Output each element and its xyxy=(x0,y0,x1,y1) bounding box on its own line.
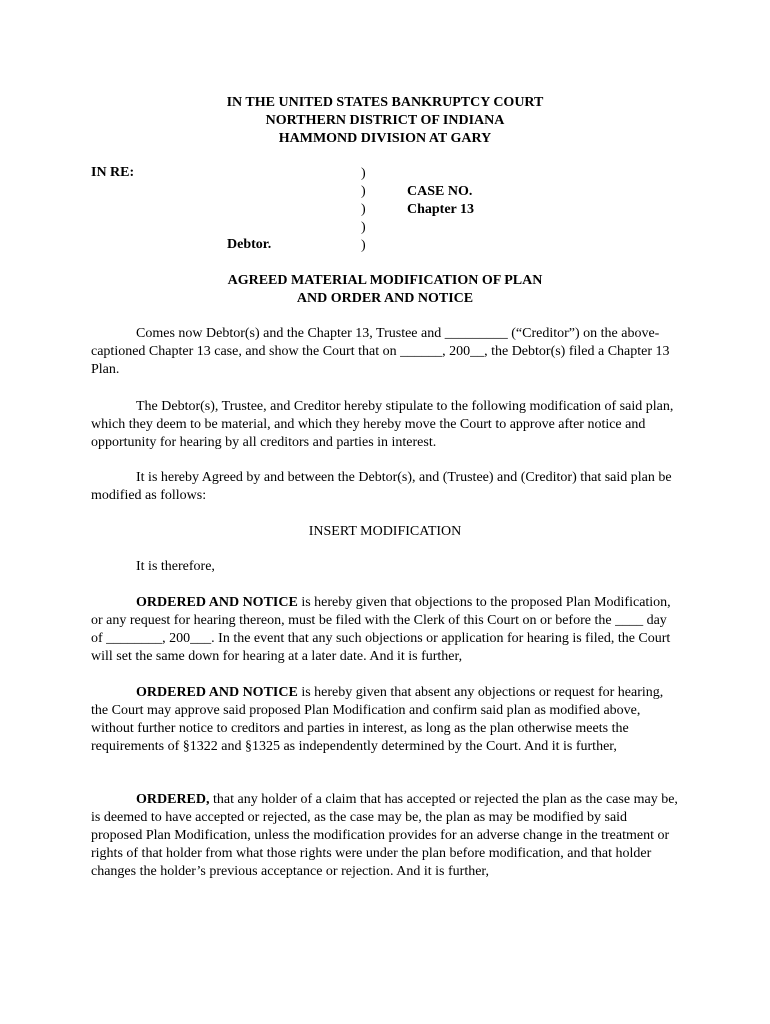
paragraph-ordered-approval xyxy=(91,684,679,756)
paragraph-ordered-holder xyxy=(91,791,679,881)
caption-paren: ) xyxy=(361,184,366,199)
chapter-label: Chapter 13 xyxy=(407,202,475,217)
paragraph-text: Comes now Debtor(s) and the Chapter 13, Trustee and _________ (“Creditor”) on the above-captioned Chapter 13 case, and show the Court that on ______, 200__, the Debtor(s) filed a Chapter 13 Plan. xyxy=(91,326,670,377)
caption-paren: ) xyxy=(361,202,366,217)
ordered-heading: ORDERED AND NOTICE xyxy=(136,595,298,610)
caption-parentheses xyxy=(361,165,366,255)
court-header-line-1: IN THE UNITED STATES BANKRUPTCY COURT xyxy=(226,95,544,110)
caption-paren: ) xyxy=(361,166,366,181)
paragraph-text: The Debtor(s), Trustee, and Creditor hereby stipulate to the following modification of said plan, which they deem to be material, and which they hereby move the Court to approve after notice and opportunity for hearing by all creditors and parties in interest. xyxy=(91,399,674,450)
court-header-line-3: HAMMOND DIVISION AT GARY xyxy=(278,131,492,146)
paragraph-text: is hereby given that absent any objections or request for hearing, the Court may approve said proposed Plan Modification and confirm said plan as modified above, without further notice to creditors and parties in interest, as long as the plan otherwise meets the requirements of §1322 and §1325 as independently determined by the Court. And it is further, xyxy=(91,685,664,754)
paragraph-text: that any holder of a claim that has accepted or rejected the plan as the case may be, is deemed to have accepted or rejected, as the case may be, the plan as may be modified by said proposed Plan Modification, unless the modification provides for an adverse change in the treatment or rights of that holder from what those rights were under the plan before modification, and that holder changes the holder’s previous acceptance or rejection. And it is further, xyxy=(91,792,678,879)
ordered-heading: ORDERED AND NOTICE xyxy=(136,685,298,700)
paragraph-text: It is hereby Agreed by and between the Debtor(s), and (Trustee) and (Creditor) that said plan be modified as follows: xyxy=(91,470,672,503)
insert-modification-label: INSERT MODIFICATION xyxy=(308,524,462,539)
document-title-line-1: AGREED MATERIAL MODIFICATION OF PLAN xyxy=(227,273,543,288)
caption-paren: ) xyxy=(361,220,366,235)
paragraph-stipulation xyxy=(91,398,679,452)
court-header-line-2: NORTHERN DISTRICT OF INDIANA xyxy=(265,113,505,128)
paragraph-text: is hereby given that objections to the proposed Plan Modification, or any request for hearing thereon, must be filed with the Clerk of this Court on or before the ____ day of ________, 200___. In the event that any such objections or application for hearing is filed, the Court will set the same down for hearing at a later date. And it is further, xyxy=(91,595,671,664)
court-header xyxy=(0,94,770,148)
paragraph-text: It is therefore, xyxy=(136,559,215,574)
case-number-label: CASE NO. xyxy=(407,184,473,199)
document-title xyxy=(0,272,770,308)
paragraph-ordered-objections xyxy=(91,594,679,666)
ordered-heading: ORDERED, xyxy=(136,792,210,807)
case-caption xyxy=(91,165,691,255)
debtor-label: Debtor. xyxy=(227,237,272,252)
paragraph-therefore xyxy=(91,558,679,576)
caption-paren: ) xyxy=(361,238,366,253)
paragraph-comes-now xyxy=(91,325,679,379)
case-info xyxy=(407,183,474,219)
document-title-line-2: AND ORDER AND NOTICE xyxy=(296,291,474,306)
in-re-label: IN RE: xyxy=(91,165,135,180)
paragraph-agreement xyxy=(91,469,679,505)
